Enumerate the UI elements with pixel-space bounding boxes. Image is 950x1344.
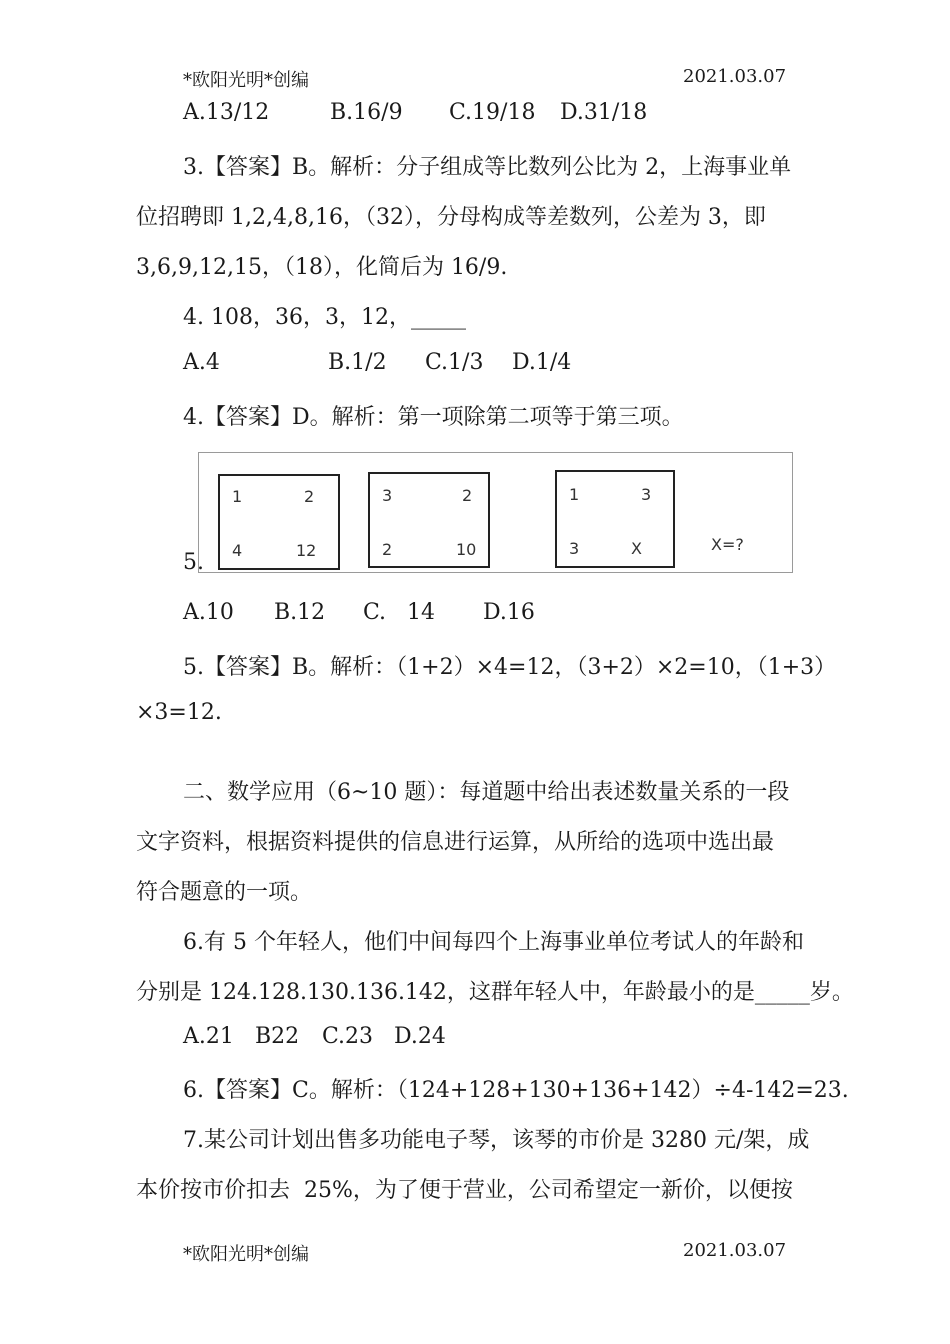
- puzzle-box-1-top-left: 1: [232, 487, 243, 506]
- header-author: *欧阳光明*创编: [183, 70, 309, 91]
- q5-option-d: D.16: [483, 600, 535, 625]
- q6-answer: 6.【答案】C。解析：（124+128+130+136+142）÷4-142=23.: [183, 1078, 849, 1103]
- puzzle-box-2: [368, 472, 490, 568]
- puzzle-box-3-top-left: 1: [569, 485, 580, 504]
- puzzle-box-1: [218, 474, 340, 570]
- puzzle-box-2-bottom-right: 10: [456, 540, 477, 559]
- puzzle-box-1-bottom-right: 12: [296, 541, 317, 560]
- q3-answer-line-3: 3,6,9,12,15，（18），化简后为 16/9.: [136, 255, 508, 280]
- q6-question-line-2: 分别是 124.128.130.136.142，这群年轻人中，年龄最小的是_____岁。: [136, 980, 854, 1005]
- q7-question-line-1: 7.某公司计划出售多功能电子琴，该琴的市价是 3280 元/架，成: [183, 1128, 810, 1153]
- q7-question-line-2: 本价按市价扣去 25%，为了便于营业，公司希望定一新价，以便按: [136, 1178, 793, 1203]
- puzzle-box-3-unknown-x: X: [631, 539, 642, 558]
- section2-line-3: 符合题意的一项。: [136, 880, 313, 905]
- footer-author: *欧阳光明*创编: [183, 1244, 309, 1265]
- header-date: 2021.03.07: [683, 66, 787, 87]
- q6-option-a: A.21: [183, 1024, 234, 1049]
- puzzle-box-1-bottom-left: 4: [232, 541, 243, 560]
- q5-answer-line-2: ×3=12.: [136, 700, 222, 725]
- q4-question: 4. 108，36，3，12，_____: [183, 305, 466, 330]
- q6-option-c: C.23: [322, 1024, 374, 1049]
- q5-label: 5.: [183, 550, 204, 575]
- puzzle-box-1-top-right: 2: [304, 487, 315, 506]
- q5-option-a: A.10: [183, 600, 234, 625]
- q2-option-d: D.31/18: [560, 100, 648, 125]
- puzzle-box-2-top-right: 2: [462, 486, 473, 505]
- section2-line-1: 二、数学应用（6~10 题）：每道题中给出表述数量关系的一段: [183, 780, 790, 805]
- puzzle-box-3-bottom-left: 3: [569, 539, 580, 558]
- q2-option-b: B.16/9: [330, 100, 403, 125]
- puzzle-box-2-bottom-left: 2: [382, 540, 393, 559]
- q2-option-c: C.19/18: [449, 100, 536, 125]
- q5-option-b: B.12: [274, 600, 326, 625]
- puzzle-box-3-top-right: 3: [641, 485, 652, 504]
- q2-option-a: A.13/12: [183, 100, 270, 125]
- q4-answer: 4.【答案】D。解析：第一项除第二项等于第三项。: [183, 405, 684, 430]
- q4-option-b: B.1/2: [328, 350, 387, 375]
- section2-line-2: 文字资料，根据资料提供的信息进行运算，从所给的选项中选出最: [136, 830, 775, 855]
- q6-question-line-1: 6.有 5 个年轻人，他们中间每四个上海事业单位考试人的年龄和: [183, 930, 804, 955]
- puzzle-figure: [198, 452, 793, 573]
- footer-date: 2021.03.07: [683, 1240, 787, 1261]
- q6-option-b: B22: [255, 1024, 300, 1049]
- q6-option-d: D.24: [394, 1024, 446, 1049]
- q3-answer-line-1: 3.【答案】B。解析：分子组成等比数列公比为 2，上海事业单: [183, 155, 792, 180]
- q4-option-d: D.1/4: [512, 350, 572, 375]
- q3-answer-line-2: 位招聘即 1,2,4,8,16，（32），分母构成等差数列，公差为 3，即: [136, 205, 766, 230]
- puzzle-box-3: [555, 470, 675, 568]
- q4-option-c: C.1/3: [425, 350, 484, 375]
- puzzle-question: X=?: [711, 535, 744, 554]
- q5-option-c: C. 14: [363, 600, 436, 625]
- q5-answer-line-1: 5.【答案】B。解析：（1+2）×4=12，（3+2）×2=10，（1+3）: [183, 655, 837, 680]
- q4-option-a: A.4: [183, 350, 220, 375]
- puzzle-box-2-top-left: 3: [382, 486, 393, 505]
